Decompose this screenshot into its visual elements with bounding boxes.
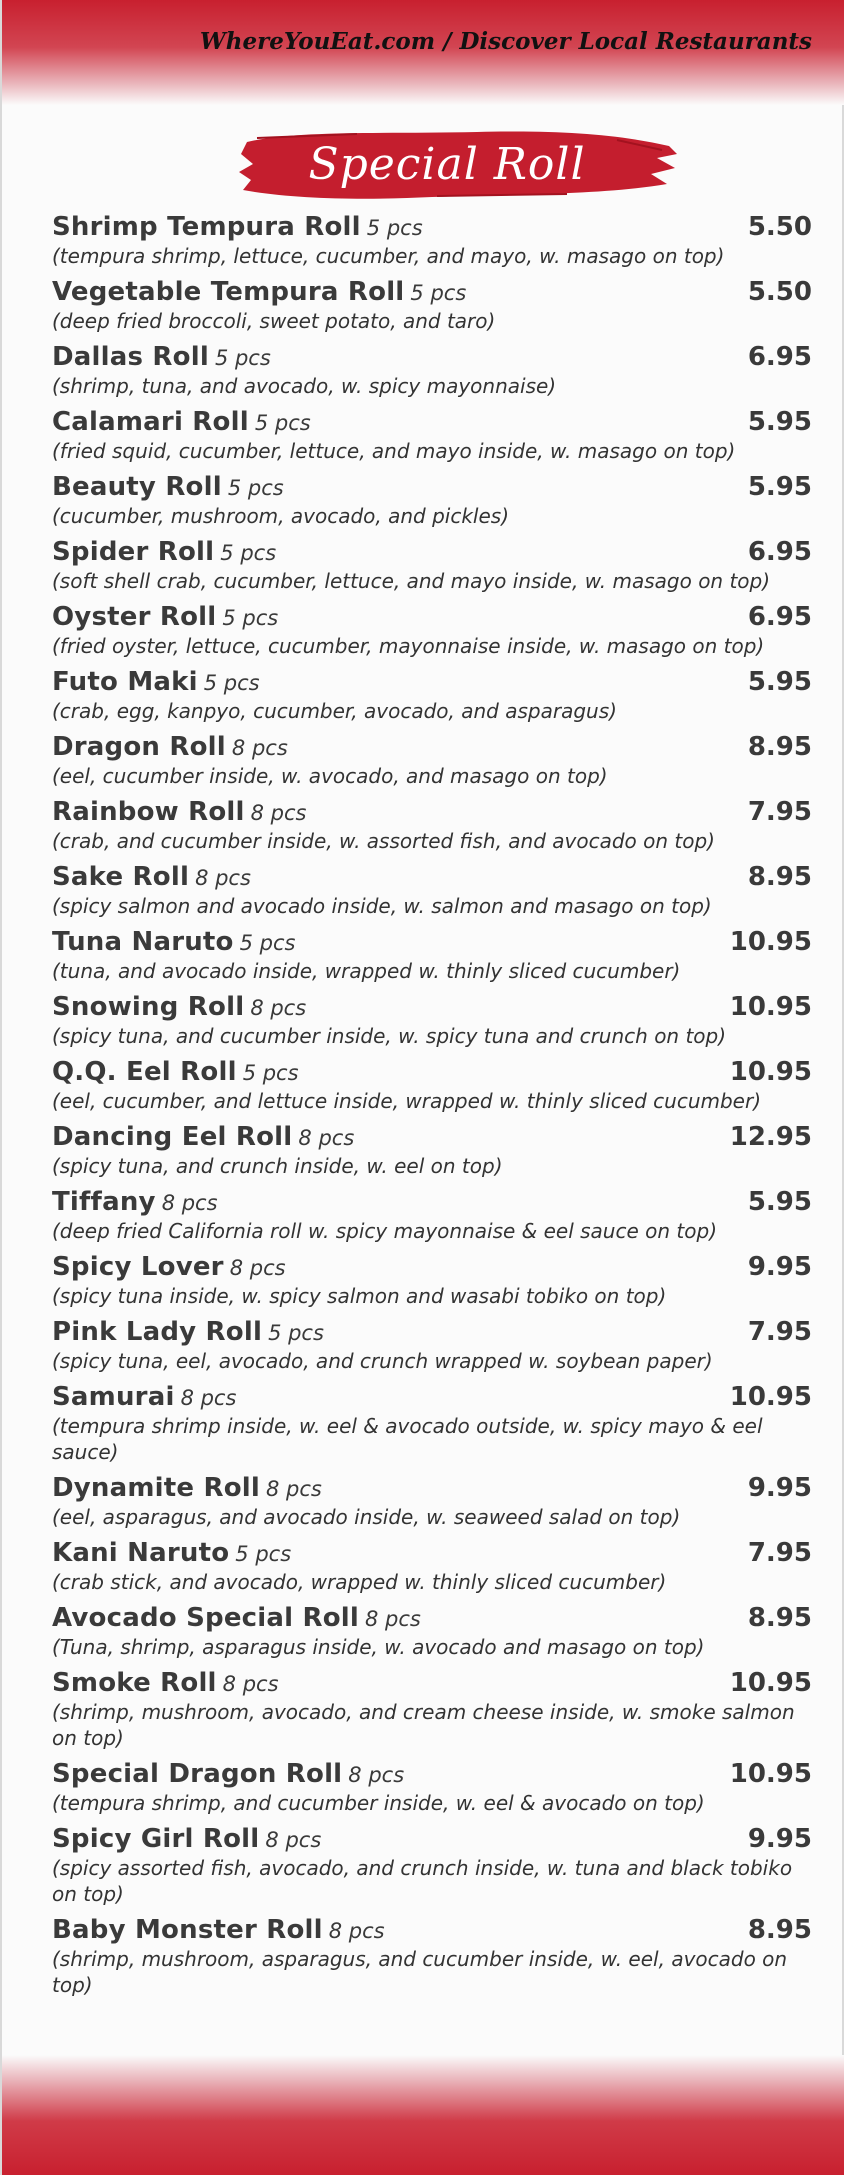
menu-item-name: Kani Naruto (52, 1538, 230, 1568)
menu-item-price: 8.95 (747, 732, 812, 762)
menu-item-description: (Tuna, shrimp, asparagus inside, w. avocado and masago on top) (52, 1635, 705, 1659)
menu-item-price: 5.95 (747, 1187, 812, 1217)
menu-item-description: (tempura shrimp, lettuce, cucumber, and mayo, w. masago on top) (52, 244, 725, 268)
menu-item (52, 342, 812, 399)
menu-item-header (52, 1187, 812, 1217)
menu-item (52, 602, 812, 659)
menu-item-price: 10.95 (729, 1668, 812, 1698)
menu-item-title (52, 342, 271, 372)
menu-item-header (52, 1915, 812, 1945)
menu-item-price: 12.95 (729, 1122, 812, 1152)
menu-item-pieces: 5 pcs (203, 671, 260, 695)
menu-item-header (52, 667, 812, 697)
menu-item-description: (crab stick, and avocado, wrapped w. thinly sliced cucumber) (52, 1570, 667, 1594)
menu-item (52, 862, 812, 919)
menu-item-title (52, 212, 423, 242)
menu-item-price: 5.50 (747, 277, 812, 307)
menu-item-name: Rainbow Roll (52, 797, 245, 827)
menu-item-price: 7.95 (747, 797, 812, 827)
menu-item-title (52, 1824, 321, 1854)
menu-item-price: 7.95 (747, 1538, 812, 1568)
menu-item-name: Pink Lady Roll (52, 1317, 263, 1347)
menu-item (52, 797, 812, 854)
menu-item-header (52, 1317, 812, 1347)
menu-item (52, 1759, 812, 1816)
menu-item (52, 927, 812, 984)
menu-item-header (52, 1252, 812, 1282)
section-title: Special Roll (308, 138, 586, 190)
menu-item-header (52, 797, 812, 827)
menu-item-header (52, 1473, 812, 1503)
menu-item-title (52, 1317, 324, 1347)
menu-item-pieces: 5 pcs (239, 931, 296, 955)
menu-item (52, 1538, 812, 1595)
menu-item-pieces: 5 pcs (235, 1542, 292, 1566)
menu-item (52, 1824, 812, 1907)
menu-item-pieces: 8 pcs (222, 1672, 279, 1696)
menu-item (52, 1122, 812, 1179)
menu-item-pieces: 8 pcs (180, 1386, 237, 1410)
menu-item-price: 6.95 (747, 602, 812, 632)
menu-item-pieces: 8 pcs (328, 1919, 385, 1943)
menu-item-title (52, 992, 306, 1022)
menu-item-name: Shrimp Tempura Roll (52, 212, 361, 242)
menu-item-header (52, 537, 812, 567)
menu-item-pieces: 8 pcs (250, 996, 307, 1020)
menu-item-price: 6.95 (747, 342, 812, 372)
menu-item-header (52, 1759, 812, 1789)
menu-item-description: (spicy tuna, and cucumber inside, w. spicy tuna and crunch on top) (52, 1024, 727, 1048)
menu-item-price: 9.95 (747, 1252, 812, 1282)
menu-item-pieces: 5 pcs (254, 411, 311, 435)
menu-item-description: (eel, cucumber, and lettuce inside, wrapped w. thinly sliced cucumber) (52, 1089, 762, 1113)
menu-item-name: Avocado Special Roll (52, 1603, 359, 1633)
menu-item-name: Spider Roll (52, 537, 215, 567)
menu-item-title (52, 1603, 421, 1633)
menu-item-price: 8.95 (747, 1915, 812, 1945)
menu-item-price: 6.95 (747, 537, 812, 567)
menu-item-title (52, 277, 466, 307)
menu-item-header (52, 1824, 812, 1854)
menu-item-description: (crab, egg, kanpyo, cucumber, avocado, and asparagus) (52, 699, 617, 723)
menu-item-name: Sake Roll (52, 862, 190, 892)
menu-item-price: 10.95 (729, 927, 812, 957)
menu-item-description: (eel, asparagus, and avocado inside, w. seaweed salad on top) (52, 1505, 681, 1529)
menu-item (52, 407, 812, 464)
menu-item-title (52, 797, 307, 827)
menu-item-header (52, 862, 812, 892)
menu-item-pieces: 5 pcs (268, 1321, 324, 1345)
menu-item-pieces: 8 pcs (365, 1607, 421, 1631)
menu-item (52, 1252, 812, 1309)
menu-item-description: (cucumber, mushroom, avocado, and pickles) (52, 504, 510, 528)
menu-item (52, 1603, 812, 1660)
menu-item-pieces: 8 pcs (250, 801, 307, 825)
menu-item-price: 8.95 (747, 1603, 812, 1633)
menu-item-pieces: 8 pcs (266, 1477, 322, 1501)
menu-item-price: 5.95 (747, 667, 812, 697)
menu-item-title (52, 1057, 299, 1087)
menu-item-header (52, 1538, 812, 1568)
menu-item-title (52, 732, 288, 762)
menu-item-price: 9.95 (747, 1824, 812, 1854)
menu-item-name: Q.Q. Eel Roll (52, 1057, 237, 1087)
menu-item-title (52, 1538, 291, 1568)
site-credit: WhereYouEat.com / Discover Local Restaurants (199, 28, 812, 55)
menu-item-pieces: 8 pcs (298, 1126, 355, 1150)
menu-item-pieces: 5 pcs (220, 541, 277, 565)
menu-item-description: (soft shell crab, cucumber, lettuce, and mayo inside, w. masago on top) (52, 569, 771, 593)
menu-item (52, 732, 812, 789)
menu-item-pieces: 5 pcs (227, 476, 284, 500)
menu-item-name: Vegetable Tempura Roll (52, 277, 405, 307)
menu-item-name: Dragon Roll (52, 732, 226, 762)
menu-item-description: (spicy salmon and avocado inside, w. salmon and masago on top) (52, 894, 712, 918)
menu-item-header (52, 472, 812, 502)
menu-item (52, 1382, 812, 1465)
menu-item-name: Special Dragon Roll (52, 1759, 343, 1789)
menu-item-pieces: 5 pcs (222, 606, 279, 630)
menu-item-title (52, 1473, 322, 1503)
menu-item-description: (shrimp, tuna, and avocado, w. spicy mayonnaise) (52, 374, 557, 398)
menu-item-header (52, 1382, 812, 1412)
menu-item-description: (shrimp, mushroom, asparagus, and cucumber inside, w. eel, avocado on top) (52, 1947, 788, 1997)
menu-item-pieces: 5 pcs (410, 281, 467, 305)
menu-item (52, 992, 812, 1049)
menu-item (52, 1187, 812, 1244)
menu-item-description: (fried oyster, lettuce, cucumber, mayonnaise inside, w. masago on top) (52, 634, 765, 658)
menu-item-title (52, 862, 251, 892)
menu-item-description: (shrimp, mushroom, avocado, and cream cheese inside, w. smoke salmon on top) (52, 1700, 795, 1750)
menu-item-description: (fried squid, cucumber, lettuce, and mayo inside, w. masago on top) (52, 439, 736, 463)
menu-item-pieces: 8 pcs (195, 866, 251, 890)
menu-item-header (52, 927, 812, 957)
menu-item-title (52, 1915, 385, 1945)
menu-item-header (52, 992, 812, 1022)
menu-item-name: Tiffany (52, 1187, 156, 1217)
menu-item-name: Spicy Lover (52, 1252, 224, 1282)
menu-item-price: 5.95 (747, 407, 812, 437)
menu-item-name: Futo Maki (52, 667, 198, 697)
menu-item-title (52, 1382, 236, 1412)
menu-item-pieces: 8 pcs (231, 736, 288, 760)
menu-item-price: 7.95 (747, 1317, 812, 1347)
menu-item-description: (tempura shrimp, and cucumber inside, w. eel & avocado on top) (52, 1791, 705, 1815)
menu-item-header (52, 1668, 812, 1698)
menu-item-price: 9.95 (747, 1473, 812, 1503)
menu-item (52, 1317, 812, 1374)
menu-item (52, 1668, 812, 1751)
menu-item-price: 10.95 (729, 1057, 812, 1087)
menu-item-title (52, 1759, 404, 1789)
menu-item (52, 1915, 812, 1998)
menu-item-title (52, 667, 260, 697)
menu-item-name: Calamari Roll (52, 407, 249, 437)
menu-item-title (52, 1122, 354, 1152)
menu-item-header (52, 1122, 812, 1152)
menu-item (52, 1057, 812, 1114)
menu-item-price: 10.95 (729, 992, 812, 1022)
menu-item-title (52, 537, 276, 567)
menu-item-name: Beauty Roll (52, 472, 222, 502)
menu-item-description: (spicy tuna inside, w. spicy salmon and wasabi tobiko on top) (52, 1284, 667, 1308)
menu-item (52, 277, 812, 334)
menu-item-header (52, 342, 812, 372)
menu-item-title (52, 927, 295, 957)
menu-item (52, 537, 812, 594)
menu-item-title (52, 1252, 286, 1282)
menu-item-pieces: 8 pcs (229, 1256, 286, 1280)
menu-item-title (52, 1668, 279, 1698)
menu-item-pieces: 8 pcs (348, 1763, 405, 1787)
menu-item-name: Spicy Girl Roll (52, 1824, 260, 1854)
menu-item-header (52, 1057, 812, 1087)
menu-item-description: (spicy tuna, eel, avocado, and crunch wrapped w. soybean paper) (52, 1349, 713, 1373)
menu-item-price: 10.95 (729, 1759, 812, 1789)
menu-item-header (52, 732, 812, 762)
menu-item-pieces: 8 pcs (265, 1828, 322, 1852)
menu-item-name: Baby Monster Roll (52, 1915, 323, 1945)
menu-item-title (52, 602, 278, 632)
menu-item (52, 667, 812, 724)
menu-item-name: Dallas Roll (52, 342, 209, 372)
menu-item (52, 1473, 812, 1530)
menu-item (52, 212, 812, 269)
menu-item-description: (tempura shrimp inside, w. eel & avocado outside, w. spicy mayo & eel sauce) (52, 1414, 763, 1464)
menu-item-title (52, 1187, 218, 1217)
menu-list (52, 212, 812, 2006)
menu-item-price: 8.95 (747, 862, 812, 892)
menu-item-description: (spicy assorted fish, avocado, and crunch inside, w. tuna and black tobiko on top) (52, 1856, 793, 1906)
menu-item-pieces: 5 pcs (214, 346, 271, 370)
menu-item-price: 5.50 (747, 212, 812, 242)
menu-item-price: 5.95 (747, 472, 812, 502)
bottom-red-band (2, 2055, 844, 2175)
menu-item-header (52, 212, 812, 242)
menu-item (52, 472, 812, 529)
menu-item-name: Dynamite Roll (52, 1473, 261, 1503)
menu-item-pieces: 5 pcs (242, 1061, 299, 1085)
menu-item-pieces: 8 pcs (161, 1191, 218, 1215)
menu-item-name: Oyster Roll (52, 602, 217, 632)
menu-item-header (52, 407, 812, 437)
menu-item-name: Snowing Roll (52, 992, 245, 1022)
menu-item-description: (deep fried broccoli, sweet potato, and taro) (52, 309, 496, 333)
menu-item-header (52, 602, 812, 632)
menu-item-header (52, 1603, 812, 1633)
menu-item-description: (tuna, and avocado inside, wrapped w. thinly sliced cucumber) (52, 959, 681, 983)
menu-item-description: (crab, and cucumber inside, w. assorted fish, and avocado on top) (52, 829, 715, 853)
menu-item-title (52, 407, 311, 437)
menu-item-name: Tuna Naruto (52, 927, 234, 957)
menu-item-description: (eel, cucumber inside, w. avocado, and masago on top) (52, 764, 608, 788)
menu-item-pieces: 5 pcs (366, 216, 423, 240)
menu-item-description: (spicy tuna, and crunch inside, w. eel on top) (52, 1154, 503, 1178)
menu-item-title (52, 472, 284, 502)
menu-item-price: 10.95 (729, 1382, 812, 1412)
menu-item-name: Dancing Eel Roll (52, 1122, 293, 1152)
menu-item-name: Smoke Roll (52, 1668, 217, 1698)
menu-item-name: Samurai (52, 1382, 175, 1412)
menu-item-description: (deep fried California roll w. spicy mayonnaise & eel sauce on top) (52, 1219, 717, 1243)
menu-item-header (52, 277, 812, 307)
